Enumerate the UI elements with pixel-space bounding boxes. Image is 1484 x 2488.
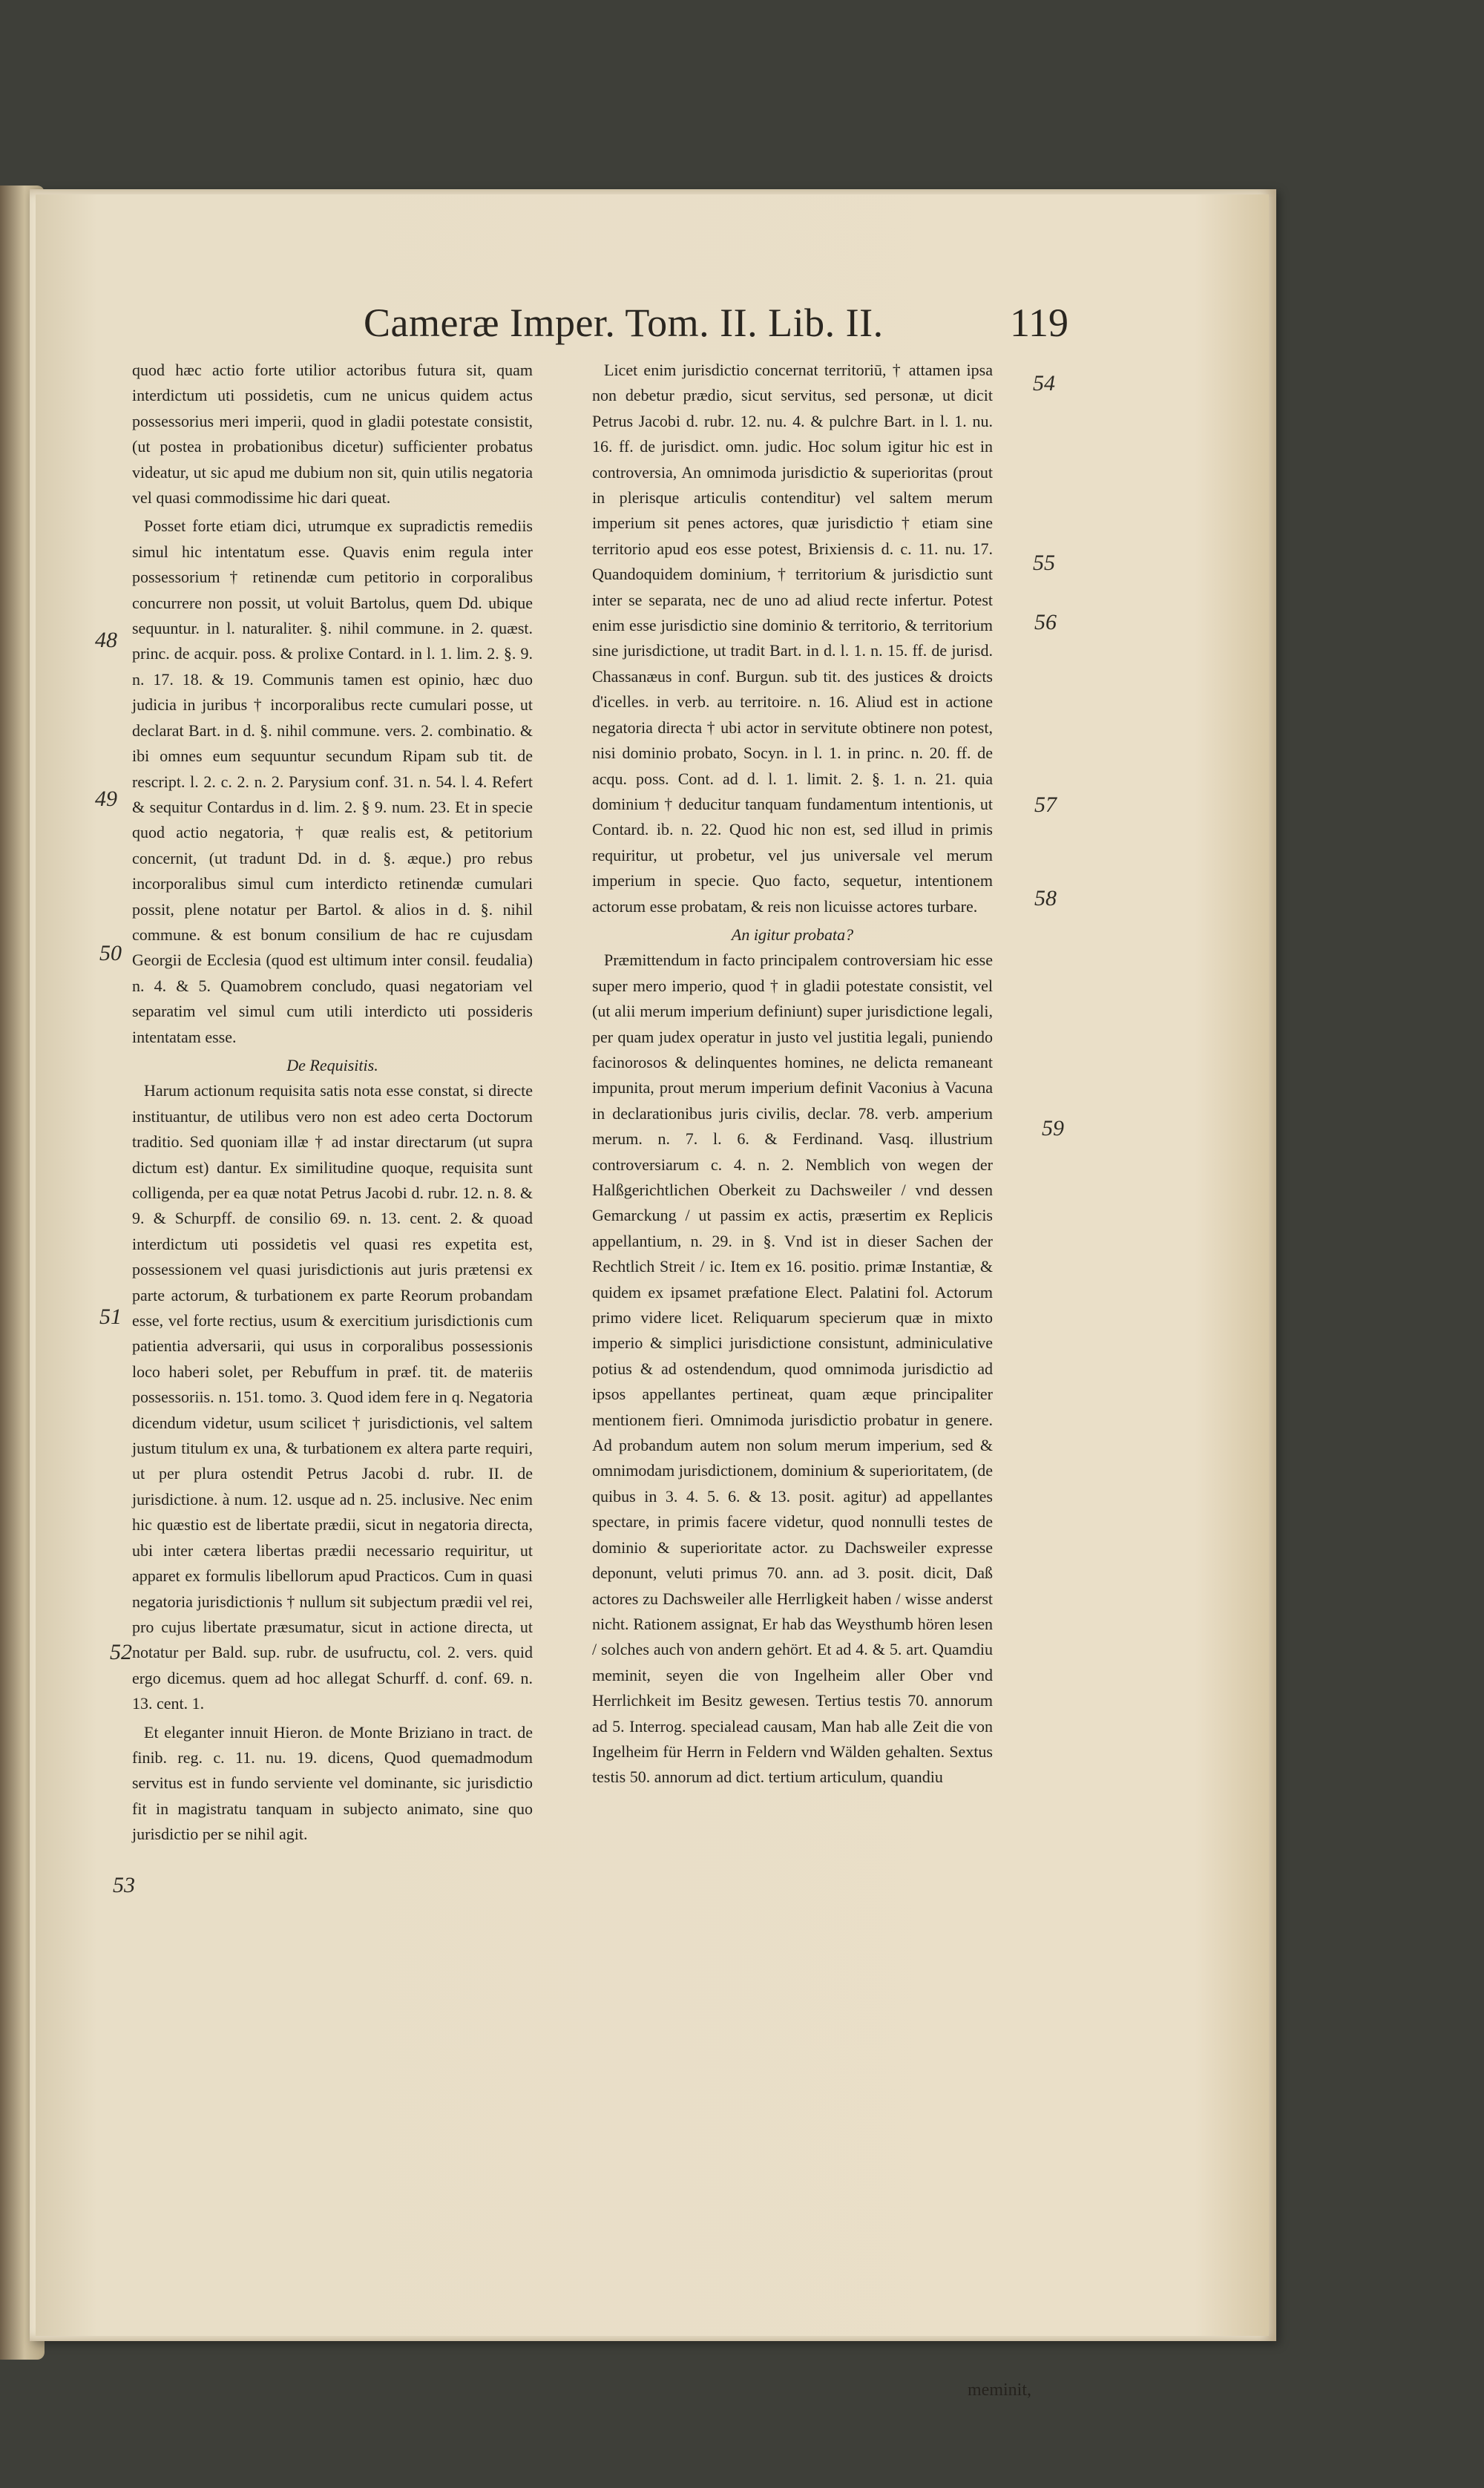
paragraph: Præmittendum in facto principalem controversiam hic esse super mero imperio, quod † in gladii potestate consistit, vel (ut alii merum imperium definiunt) super jurisdictione legali, per quam judex operatur in justo vel justitia legali, puniendo facinorosos & delinquentes homines, ne delicta remaneant impunita, prout merum imperium definit Vaconius à Vacuna in declarationibus juris civilis, declar. 78. verb. amperium merum. n. 7. l. 6. & Ferdinand. Vasq. illustrium controversiarum c. 4. n. 2. Nemblich von wegen der Halßgerichtlichen Oberkeit zu Dachsweiler / vnd dessen Gemarckung / ut passim ex actis, præsertim ex Replicis appellantium, n. 29. in §. Vnd ist in dieser Sachen der Rechtlich Streit / ic. Item ex 16. positio. primæ Instantiæ, & quidem ex ipsamet præfatione Elect. Palatini fol. Actorum primo videre licet. Reliquarum specierum quæ in mixto imperio & simplici jurisdictione consistunt, adminiculative potius & ad ostendendum, quod omnimoda jurisdictio ad ipsos appellantes pertineat, quam æque principaliter mentionem fieri. Omnimoda jurisdictio probatur in genere. Ad probandum autem non solum merum imperium, sed & omnimodam jurisdictionem, dominium & superioritatem, (de quibus in 3. 4. 5. 6. & 13. posit. agitur) ad appellantes spectare, in primis facere videtur, quod nonnulli testes de dominio & superioritate actor. zu Dachsweiler expresse deponunt, veluti primus 70. ann. ad 3. posit. dicit, Daß actores zu Dachsweiler alle Herrligkeit haben / wisse anderst nicht. Rationem assignat, Er hab das Weysthumb hören lesen / solches auch von andern gehört. Et ad 4. & 5. art. Quamdiu meminit, seyen die von Ingelheim aller Ober vnd Herrlichkeit im Besitz gewesen. Tertius testis 70. annorum ad 5. Interrog. specialead causam, Man hab alle Zeit die von Ingelheim für Herrn in Feldern vnd Wälden gehalten. Sextus testis 50. annorum ad dict. tertium articulum, quandiu xyxy=(592,951,993,1787)
paragraph: Licet enim jurisdictio concernat territoriū, † attamen ipsa non debetur prædio, sicut servitus, sed personæ, ut dicit Petrus Jacobi d. rubr. 12. nu. 4. & pulchre Bart. in l. 1. nu. 16. ff. de jurisdict. omn. judic. Hoc solum igitur hic est in controversia, An omnimoda jurisdictio & superioritas (prout in plerisque articulis contenditur) vel saltem merum imperium sit penes actores, quæ jurisdictio † etiam sine territorio apud eos esse potest, Brixiensis d. c. 11. nu. 17. Quandoquidem dominium, † territorium & jurisdictio sunt inter se separata, nec de uno ad aliud recte infertur. Potest enim esse jurisdictio sine dominio & territorio, & territorium sine jurisdictione, ut tradit Bart. in d. l. 1. n. 15. ff. de jurisd. Chassanæus in conf. Burgun. sub tit. des justices & droicts d'icelles. in verb. au territoire. n. 16. Aliud est in actione negatoria directa † ubi actor in servitute obtinere non potest, nisi dominio probato, Socyn. in l. 1. in princ. n. 20. ff. de acqu. poss. Cont. ad d. l. 1. limit. 2. §. 1. n. 21. quia dominium † deducitur tanquam fundamentum intentionis, ut Contard. ib. n. 22. Quod hic non est, sed illud in primis requiritur, ut probetur, vel jus universale vel merum imperium in specie. Quo facto, sequetur, intentionem actorum esse probatam, & reis non licuisse actores turbare. xyxy=(592,361,993,916)
running-title: Cameræ Imper. Tom. II. Lib. II. xyxy=(364,301,884,345)
margin-number: 49 xyxy=(95,787,117,811)
margin-number: 54 xyxy=(1033,371,1055,395)
margin-number: 48 xyxy=(95,628,117,652)
section-heading: De Requisitis. xyxy=(286,1055,378,1074)
paragraph: Posset forte etiam dici, utrumque ex supradictis remediis simul hic intentatum esse. Quavis enim regula inter possessorium † retinendæ cum petitorio in corporalibus concurrere non possit, ut voluit Bartolus, quem Dd. ubique sequuntur. in l. naturaliter. §. nihil commune. in 2. quæst. princ. de acquir. poss. & prolixe Contard. in l. 1. lim. 2. §. 9. n. 17. 18. & 19. Communis tamen est opinio, hæc duo judicia in juribus † incorporalibus recte cumulari posse, ut declarat Bart. in d. §. nihil commune. vers. 2. combinatio. & ibi omnes eum sequuntur secundum Ripam sub tit. de rescript. l. 2. c. 2. n. 2. Parysium conf. 31. n. 54. l. 4. Refert & sequitur Contardus in d. lim. 2. § 9. num. 23. Et in specie quod actio negatoria, † quæ realis est, & petitorium concernit, (ut tradunt Dd. in d. §. æque.) pro rebus incorporalibus simul cum interdicto retinendæ cumulari possit, plene notatur per Bartol. & alios in d. §. nihil commune. & est bonum consilium de hac re cujusdam Georgii de Ecclesia (quod est ultimum inter consil. feudalia) n. 4. & 5. Quamobrem concludo, quasi negatoriam vel separatim vel simul cum utili interdicto uti possideris intentatam esse. xyxy=(132,516,533,1046)
margin-number: 59 xyxy=(1042,1116,1064,1140)
margin-number: 56 xyxy=(1034,610,1057,634)
page-header xyxy=(319,300,1068,352)
page-number: 119 xyxy=(1010,301,1068,345)
paragraph: Harum actionum requisita satis nota esse constat, si directe instituantur, de utilibus vero non est adeo certa Doctorum traditio. Sed quoniam illæ † ad instar directarum (ut supra dictum est) dantur. Ex similitudine quoque, requisita sunt colligenda, per ea quæ notat Petrus Jacobi d. rubr. 12. n. 8. & 9. & Schurpff. de consilio 69. n. 13. cent. 2. & quoad interdictum uti possidetis vel quasi res expetita est, possessionem vel quasi jurisdictionis aut juris prætensi ex parte actorum, & turbationem ex parte Reorum probandam esse, vel forte rectius, usum & exercitium jurisdictionis cum patientia adversarii, qui usus in corporalibus possessionis loco haberi solet, per Rebuffum in præf. tit. de materiis possessoriis. n. 151. tomo. 3. Quod idem fere in q. Negatoria dicendum videtur, usum scilicet † jurisdictionis, vel saltem justum titulum ex una, & turbationem ex altera parte requiri, ut per plura ostendit Petrus Jacobi d. rubr. II. de jurisdictione. à num. 12. usque ad n. 25. inclusive. Nec enim hic quæstio est de libertate prædii, sicut in negatoria directa, ubi inter cætera libertas prædii necessario requiritur, ut apparet ex formulis libellorum apud Practicos. Cum in quasi negatoria jurisdictionis † nullum sit subjectum prædii vel rei, pro cujus libertate præsumatur, sicut in actione directa, ut notatur per Bald. sup. rubr. de usufructu, col. 2. vers. quid ergo dicemus. quem ad hoc allegat Schurff. d. conf. 69. n. 13. cent. 1. xyxy=(132,1081,533,1713)
margin-number: 53 xyxy=(113,1873,135,1897)
catchword: meminit, xyxy=(968,2380,1031,2400)
paragraph: quod hæc actio forte utilior actoribus futura sit, quam interdictum uti possidetis, cum ne unicus quidem actus possessorius meri imperii, quod in gladii potestate consistit, (ut postea in probationibus dicetur) sufficienter probatus videatur, ut sic apud me dubium non sit, quin utilis negatoria vel quasi commodissime hic dari queat. xyxy=(132,361,533,508)
margin-number: 51 xyxy=(99,1304,122,1329)
margin-number: 57 xyxy=(1034,792,1057,817)
margin-number: 52 xyxy=(110,1640,132,1664)
paragraph: Et eleganter innuit Hieron. de Monte Briziano in tract. de finib. reg. c. 11. nu. 19. dicens, Quod quemadmodum servitus est in fundo serviente vel dominante, sic jurisdictio fit in magistratu tanquam in subjecto animato, sine quo jurisdictio per se nihil agit. xyxy=(132,1722,533,1844)
margin-number: 50 xyxy=(99,941,122,965)
left-column xyxy=(132,358,533,1851)
margin-number: 55 xyxy=(1033,551,1055,575)
section-heading: An igitur probata? xyxy=(731,925,854,944)
right-column xyxy=(592,358,993,1793)
margin-number: 58 xyxy=(1034,886,1057,910)
